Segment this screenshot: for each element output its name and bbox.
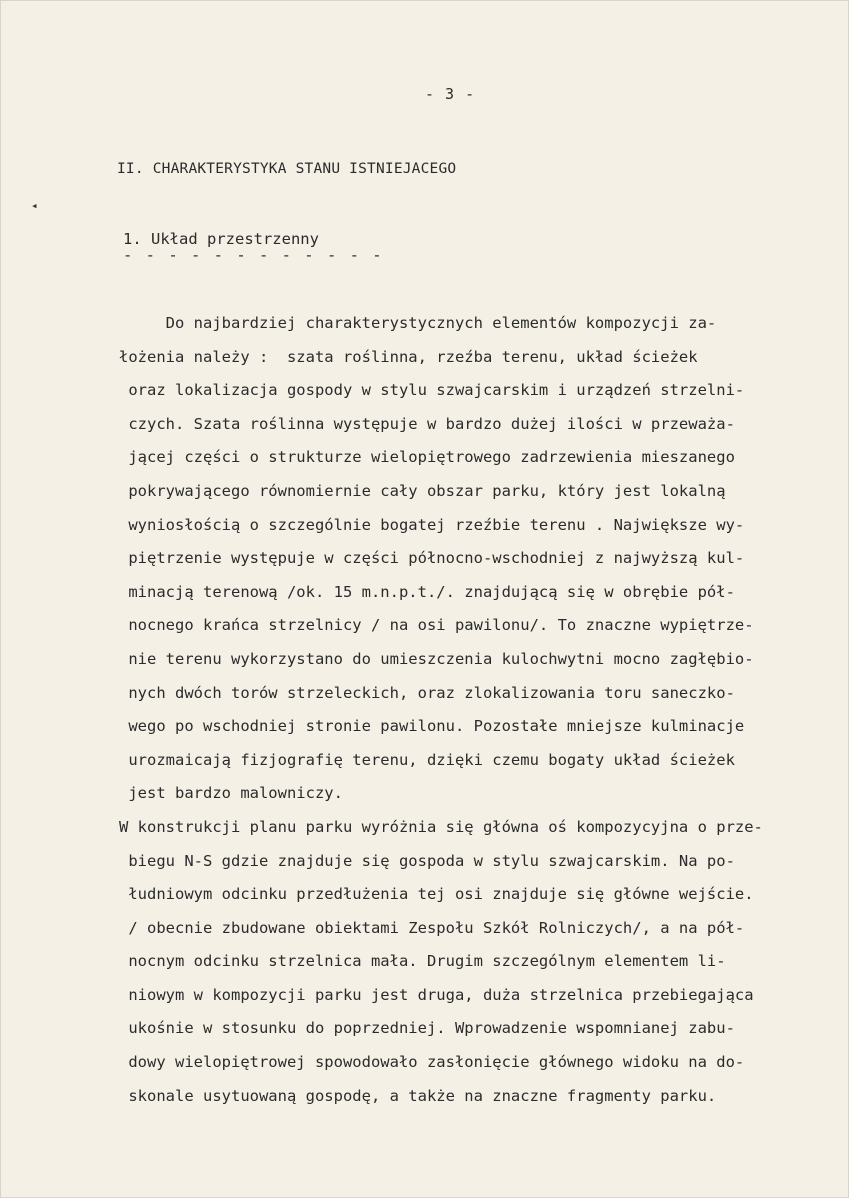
body-line: minacją terenową /ok. 15 m.n.p.t./. znajdującą się w obrębie pół- (119, 582, 735, 601)
body-line: biegu N-S gdzie znajduje się gospoda w stylu szwajcarskim. Na po- (119, 851, 735, 870)
body-line: niowym w kompozycji parku jest druga, duża strzelnica przebiegająca (119, 985, 754, 1004)
margin-mark: ◂ (31, 199, 38, 212)
body-line: łudniowym odcinku przedłużenia tej osi znajduje się główne wejście. (119, 885, 754, 904)
body-line: łożenia należy : szata roślinna, rzeźba terenu, układ ścieżek (119, 347, 698, 366)
subsection-heading: 1. Układ przestrzenny (123, 230, 319, 248)
body-line: jącej części o strukturze wielopiętrowego zadrzewienia mieszanego (119, 448, 735, 467)
body-line: nych dwóch torów strzeleckich, oraz zlokalizowania toru saneczko- (119, 683, 735, 702)
body-line: piętrzenie występuje w części północno-wschodniej z najwyższą kul- (119, 549, 745, 568)
body-line: skonale usytuowaną gospodę, a także na znaczne fragmenty parku. (119, 1086, 717, 1105)
body-line: / obecnie zbudowane obiektami Zespołu Szkół Rolniczych/, a na pół- (119, 918, 745, 937)
body-line: pokrywającego równomiernie cały obszar parku, który jest lokalną (119, 481, 726, 500)
body-line: ukośnie w stosunku do poprzedniej. Wprowadzenie wspomnianej zabu- (119, 1019, 735, 1038)
body-line: oraz lokalizacja gospody w stylu szwajcarskim i urządzeń strzelni- (119, 381, 745, 400)
section-heading: II. CHARAKTERYSTYKA STANU ISTNIEJACEGO (117, 161, 457, 177)
body-text (119, 307, 828, 1113)
body-line: urozmaicają fizjografię terenu, dzięki czemu bogaty układ ścieżek (119, 750, 735, 769)
body-line: nocnym odcinku strzelnica mała. Drugim szczególnym elementem li- (119, 952, 726, 971)
body-line: czych. Szata roślinna występuje w bardzo dużej ilości w przeważa- (119, 414, 735, 433)
body-line: Do najbardziej charakterystycznych elementów kompozycji za- (119, 314, 717, 332)
body-line: W konstrukcji planu parku wyróżnia się główna oś kompozycyjna o prze- (119, 817, 763, 836)
body-line: dowy wielopiętrowej spowodowało zasłonięcie głównego widoku na do- (119, 1053, 745, 1072)
body-line: nocnego krańca strzelnicy / na osi pawilonu/. To znaczne wypiętrze- (119, 616, 754, 635)
body-line: nie terenu wykorzystano do umieszczenia kulochwytni mocno zagłębio- (119, 649, 754, 668)
subsection-underline: - - - - - - - - - - - - (123, 246, 384, 264)
body-line: wego po wschodniej stronie pawilonu. Pozostałe mniejsze kulminacje (119, 717, 745, 736)
body-line: jest bardzo malowniczy. (119, 784, 343, 803)
page-number: - 3 - (425, 85, 476, 103)
body-line: wyniosłością o szczególnie bogatej rzeźbie terenu . Największe wy- (119, 515, 745, 534)
